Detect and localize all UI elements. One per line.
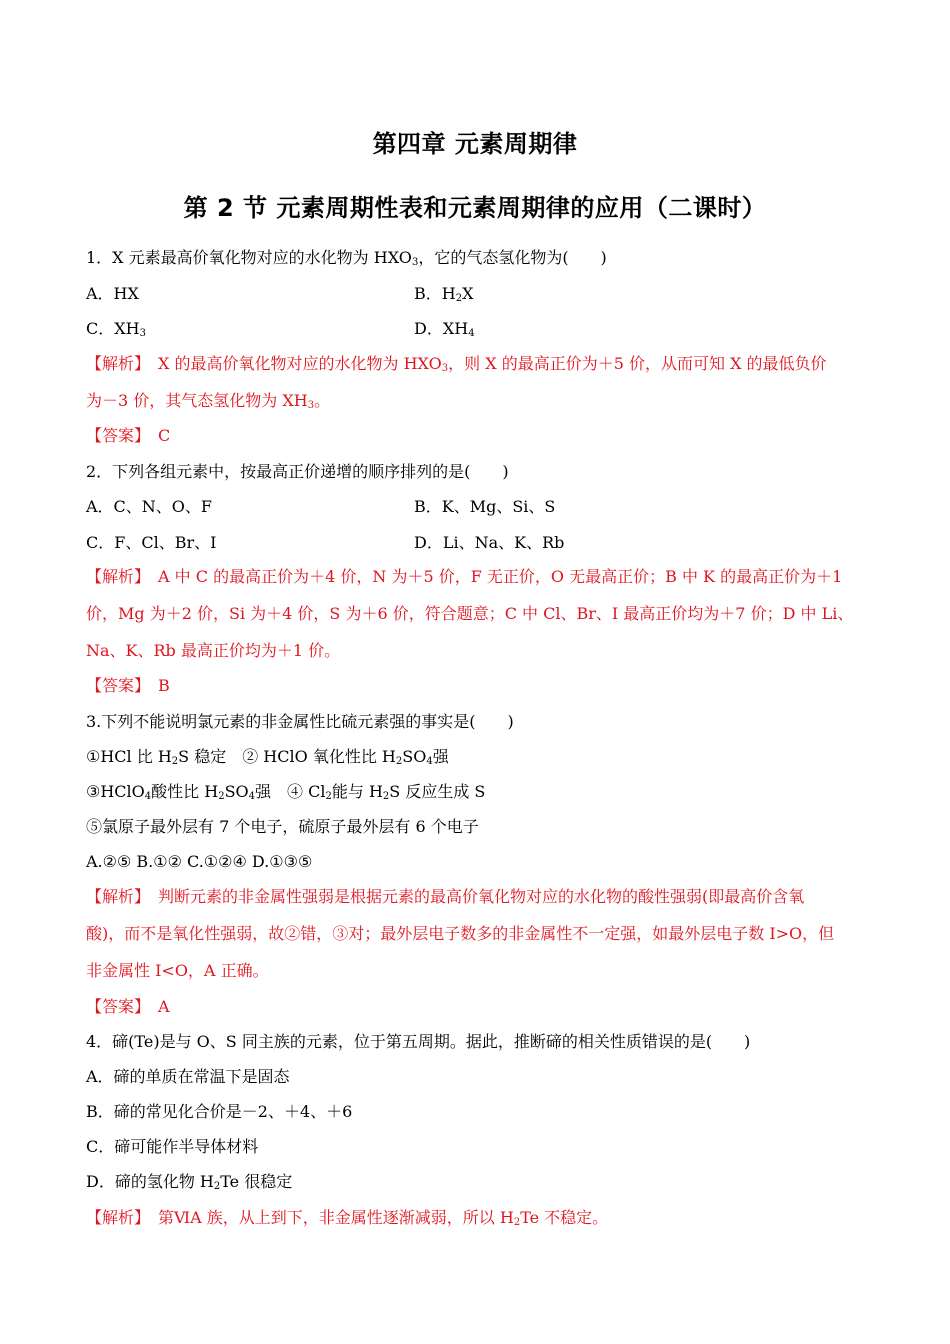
section-title: 第 2 节 元素周期性表和元素周期律的应用（二课时） (183, 194, 767, 222)
q4-option-a: A．碲的单质在常温下是固态 (86, 1067, 290, 1086)
analysis-label: 【解析】 (86, 887, 143, 906)
answer-label: 【答案】 (86, 676, 143, 695)
q1-option-b: B．$H_2X$ (414, 284, 474, 304)
q1-option-a: A．HX (86, 284, 139, 303)
q4-analysis: 【解析】 第ⅥA 族，从上到下，非金属性逐渐减弱，所以 $H_2Te$ 不稳定。 (86, 1208, 609, 1228)
q2-answer: 【答案】 B (86, 676, 170, 695)
q1-option-d: D．$XH_4$ (414, 319, 475, 339)
q3-analysis-line3: 非金属性 I<O，A 正确。 (86, 961, 269, 980)
q2-stem: 2．下列各组元素中，按最高正价递增的顺序排列的是( ) (86, 462, 509, 481)
q2-analysis-line2: 价，Mg 为＋2 价，Si 为＋4 价，S 为＋6 价，符合题意；C 中 Cl、Br、I 最高正价均为＋7 价；D 中 Li、 (86, 604, 854, 623)
q2-option-b: B．K、Mg、Si、S (414, 497, 556, 516)
q3-item-5: ⑤氯原子最外层有 7 个电子，硫原子最外层有 6 个电子 (86, 817, 479, 836)
q1-option-c: C．$XH_3$ (86, 319, 146, 339)
analysis-label: 【解析】 (86, 567, 143, 586)
q1-analysis-line2: 为－3 价，其气态氢化物为 $XH_3$。 (86, 391, 331, 411)
analysis-label: 【解析】 (86, 1208, 143, 1227)
q3-stem: 3.下列不能说明氯元素的非金属性比硫元素强的事实是( ) (86, 712, 514, 731)
chapter-title: 第四章 元素周期律 (372, 130, 578, 158)
q3-answer: 【答案】 A (86, 997, 170, 1016)
q2-option-d: D．Li、Na、K、Rb (414, 533, 565, 552)
q3-items-3-4: ③HClO$_4$酸性比 $H_2SO_4$强 ④ $Cl_2$能与 $H_2S$ 反应生成 S (86, 782, 486, 802)
q1-stem: 1．X 元素最高价氧化物对应的水化物为 $HXO_3$，它的气态氢化物为( ) (86, 248, 607, 268)
answer-label: 【答案】 (86, 426, 143, 445)
q2-analysis-line3: Na、K、Rb 最高正价均为＋1 价。 (86, 641, 341, 660)
q3-analysis-line2: 酸)，而不是氧化性强弱，故②错，③对；最外层电子数多的非金属性不一定强，如最外层电子数 I>O，但 (86, 924, 835, 943)
q1-analysis-line1: 【解析】 X 的最高价氧化物对应的水化物为 $HXO_3$，则 X 的最高正价为＋5 价，从而可知 X 的最低负价 (86, 354, 827, 374)
q3-options: A.②⑤ B.①② C.①②④ D.①③⑤ (86, 852, 313, 871)
q4-option-c: C．碲可能作半导体材料 (86, 1137, 259, 1156)
answer-label: 【答案】 (86, 997, 143, 1016)
q2-analysis-line1: 【解析】 A 中 C 的最高正价为＋4 价，N 为＋5 价，F 无正价，O 无最高正价；B 中 K 的最高正价为＋1 (86, 567, 843, 586)
q3-items-1-2: ①HCl 比 $H_2S$ 稳定 ② HClO 氧化性比 $H_2SO_4$强 (86, 747, 449, 767)
q3-analysis-line1: 【解析】 判断元素的非金属性强弱是根据元素的最高价氧化物对应的水化物的酸性强弱(即最高价含氧 (86, 887, 805, 906)
q1-answer: 【答案】 C (86, 426, 171, 445)
q2-option-c: C．F、Cl、Br、I (86, 533, 217, 552)
q4-option-b: B．碲的常见化合价是－2、＋4、＋6 (86, 1102, 353, 1121)
q4-stem: 4．碲(Te)是与 O、S 同主族的元素，位于第五周期。据此，推断碲的相关性质错误的是( ) (86, 1032, 751, 1051)
analysis-label: 【解析】 (86, 354, 143, 373)
q2-option-a: A．C、N、O、F (86, 497, 213, 516)
q4-option-d: D．碲的氢化物 $H_2Te$ 很稳定 (86, 1172, 293, 1192)
